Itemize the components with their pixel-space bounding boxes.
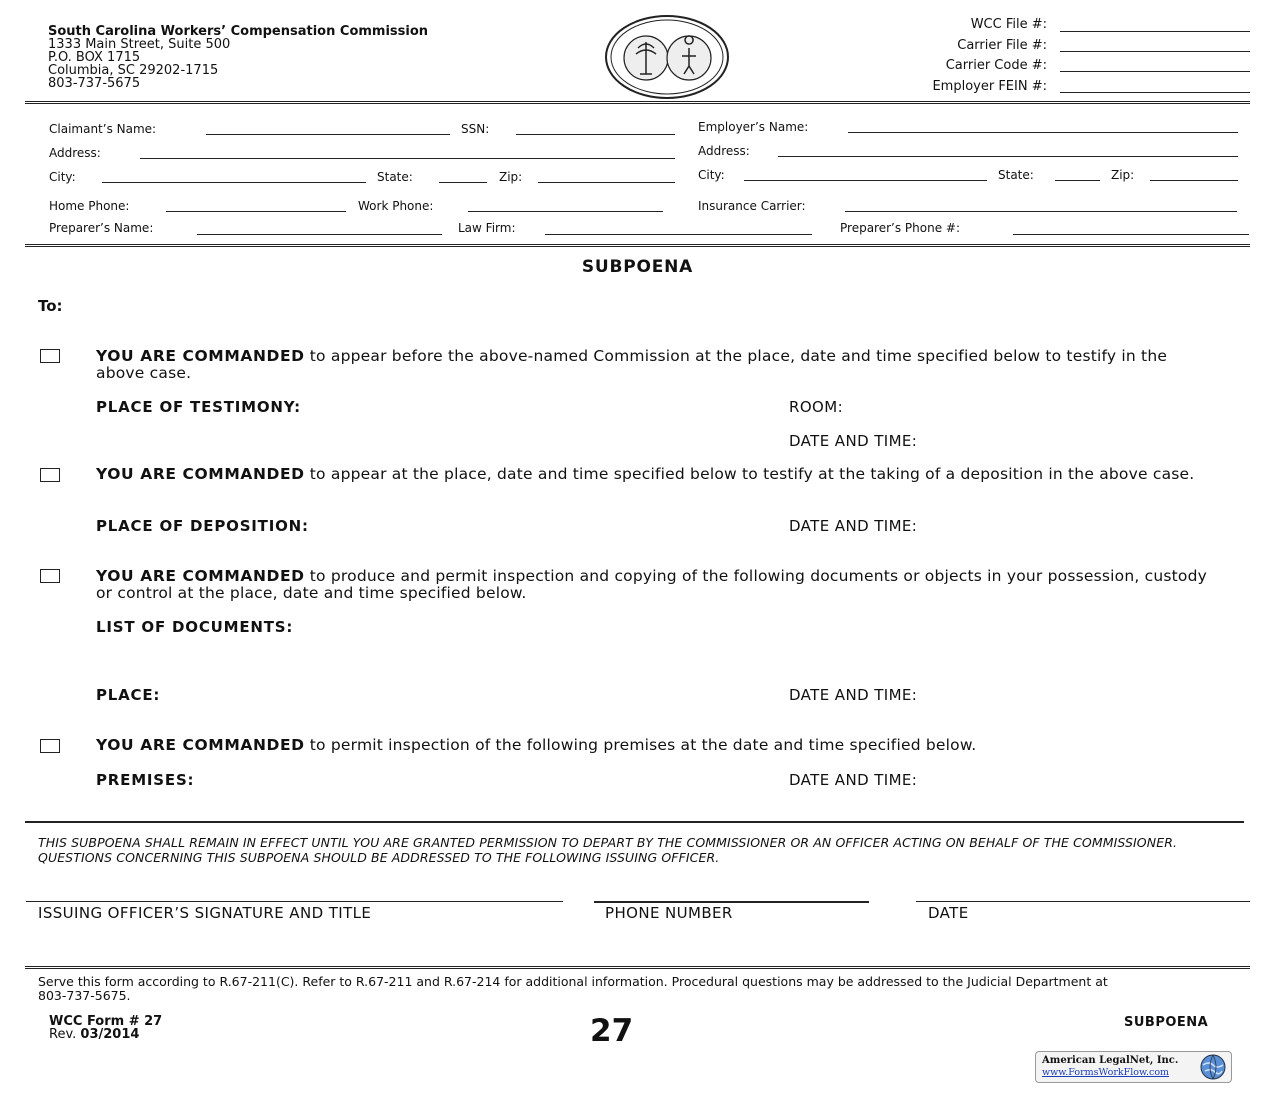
employer-zip-label: Zip: — [1111, 168, 1135, 182]
state-seal-icon — [604, 14, 730, 100]
command-documents — [96, 568, 1214, 602]
deposition-checkbox[interactable] — [40, 468, 60, 482]
command-lead: YOU ARE COMMANDED — [96, 567, 305, 585]
home-phone-label: Home Phone: — [49, 199, 130, 213]
employer-address-field[interactable] — [778, 156, 1238, 157]
law-firm-field[interactable] — [545, 234, 812, 235]
agency-phone: 803-737-5675 — [48, 76, 141, 91]
claimant-name-field[interactable] — [206, 134, 450, 135]
command-lead: YOU ARE COMMANDED — [96, 736, 305, 754]
claimant-city-field[interactable] — [102, 182, 366, 183]
officer-signature-label: ISSUING OFFICER’S SIGNATURE AND TITLE — [38, 904, 372, 922]
testimony-checkbox[interactable] — [40, 349, 60, 363]
work-phone-label: Work Phone: — [358, 199, 434, 213]
revision-label: Rev. — [49, 1027, 77, 1042]
carrier-file-field[interactable] — [1060, 51, 1250, 52]
employer-fein-label: Employer FEIN #: — [932, 79, 1047, 94]
agency-address-2: P.O. BOX 1715 — [48, 50, 141, 65]
employer-name-label: Employer’s Name: — [698, 120, 809, 134]
claimant-state-field[interactable] — [439, 182, 487, 183]
place-of-deposition-label: PLACE OF DEPOSITION: — [96, 517, 309, 535]
subpoena-notice: THIS SUBPOENA SHALL REMAIN IN EFFECT UNTIL YOU ARE GRANTED PERMISSION TO DEPART BY THE COMMISSIONER OR AN OFFICER ACTING ON BEHALF OF THE COMMISSIONER. QUESTIONS CONCERNING THIS SUBPOENA SHOULD BE ADDRESSED TO THE FOLLOWING ISSUING OFFICER. — [38, 835, 1178, 865]
carrier-file-label: Carrier File #: — [957, 38, 1047, 53]
command-testimony — [96, 348, 1214, 382]
preparer-name-field[interactable] — [197, 234, 442, 235]
form-big-number: 27 — [590, 1013, 634, 1049]
employer-name-field[interactable] — [848, 132, 1238, 133]
command-deposition — [96, 466, 1214, 483]
command-text: to appear before the above-named Commission at the place, date and time specified below to testify in the above case. — [96, 347, 1168, 382]
preparer-name-label: Preparer’s Name: — [49, 221, 154, 235]
phone-number-field[interactable] — [594, 901, 869, 903]
agency-block — [48, 25, 428, 90]
to-label: To: — [38, 297, 63, 315]
premises-date-time-label: DATE AND TIME: — [789, 771, 918, 789]
vendor-url[interactable]: www.FormsWorkFlow.com — [1042, 1067, 1170, 1078]
premises-checkbox[interactable] — [40, 739, 60, 753]
claimant-state-label: State: — [377, 170, 413, 184]
agency-name: South Carolina Workers’ Compensation Commission — [48, 24, 429, 39]
employer-fein-field[interactable] — [1060, 92, 1250, 93]
employer-city-field[interactable] — [744, 180, 987, 181]
date-label: DATE — [928, 904, 969, 922]
command-text: to appear at the place, date and time specified below to testify at the taking of a deposition in the above case. — [309, 465, 1195, 483]
ssn-label: SSN: — [461, 122, 490, 136]
deposition-date-time-label: DATE AND TIME: — [789, 517, 918, 535]
testimony-date-time-label: DATE AND TIME: — [789, 432, 918, 450]
wcc-file-label: WCC File #: — [970, 17, 1047, 32]
footer-divider — [25, 966, 1250, 969]
agency-address-3: Columbia, SC 29202-1715 — [48, 63, 219, 78]
header-divider — [25, 101, 1250, 104]
claimant-address-label: Address: — [49, 146, 101, 160]
work-phone-field[interactable] — [468, 211, 663, 212]
documents-date-time-label: DATE AND TIME: — [789, 686, 918, 704]
date-field[interactable] — [916, 901, 1250, 902]
vendor-logo[interactable] — [1035, 1051, 1232, 1083]
revision — [49, 1028, 139, 1042]
command-text: to produce and permit inspection and copying of the following documents or objects in your possession, custody or control at the place, date and time specified below. — [96, 567, 1208, 602]
employer-city-label: City: — [698, 168, 725, 182]
vendor-name: American LegalNet, Inc. — [1042, 1055, 1179, 1066]
law-firm-label: Law Firm: — [458, 221, 516, 235]
wcc-file-field[interactable] — [1060, 31, 1250, 32]
revision-date: 03/2014 — [80, 1027, 140, 1042]
employer-zip-field[interactable] — [1150, 180, 1238, 181]
service-instructions: Serve this form according to R.67-211(C). Refer to R.67-211 and R.67-214 for additional information. Procedural questions may be addressed to the Judicial Department at 803-737-5675. — [38, 974, 1108, 1003]
form-title-footer: SUBPOENA — [1124, 1015, 1209, 1030]
officer-signature-field[interactable] — [26, 901, 563, 902]
carrier-code-field[interactable] — [1060, 71, 1250, 72]
claimant-zip-field[interactable] — [538, 182, 675, 183]
preparer-phone-label: Preparer’s Phone #: — [840, 221, 960, 235]
employer-state-label: State: — [998, 168, 1034, 182]
command-premises — [96, 737, 1214, 754]
insurance-carrier-label: Insurance Carrier: — [698, 199, 806, 213]
place-of-testimony-label: PLACE OF TESTIMONY: — [96, 398, 301, 416]
claimant-name-label: Claimant’s Name: — [49, 122, 157, 136]
globe-icon — [1199, 1053, 1227, 1081]
page-title: SUBPOENA — [581, 257, 694, 277]
insurance-carrier-field[interactable] — [845, 211, 1237, 212]
premises-label: PREMISES: — [96, 771, 195, 789]
claimant-city-label: City: — [49, 170, 76, 184]
ssn-field[interactable] — [516, 134, 675, 135]
command-text: to permit inspection of the following premises at the date and time specified below. — [309, 736, 977, 754]
form-number: WCC Form # 27 — [49, 1014, 163, 1029]
employer-state-field[interactable] — [1055, 180, 1100, 181]
place-label: PLACE: — [96, 686, 161, 704]
home-phone-field[interactable] — [166, 211, 346, 212]
employer-address-label: Address: — [698, 144, 750, 158]
phone-number-label: PHONE NUMBER — [605, 904, 733, 922]
carrier-code-label: Carrier Code #: — [945, 58, 1047, 73]
preparer-phone-field[interactable] — [1013, 234, 1249, 235]
list-of-documents-label: LIST OF DOCUMENTS: — [96, 618, 294, 636]
agency-address-1: 1333 Main Street, Suite 500 — [48, 37, 231, 52]
party-info-divider — [25, 244, 1250, 247]
claimant-address-field[interactable] — [140, 158, 675, 159]
room-label: ROOM: — [789, 398, 844, 416]
command-lead: YOU ARE COMMANDED — [96, 347, 305, 365]
claimant-zip-label: Zip: — [499, 170, 523, 184]
notice-divider — [25, 821, 1244, 823]
documents-checkbox[interactable] — [40, 569, 60, 583]
command-lead: YOU ARE COMMANDED — [96, 465, 305, 483]
